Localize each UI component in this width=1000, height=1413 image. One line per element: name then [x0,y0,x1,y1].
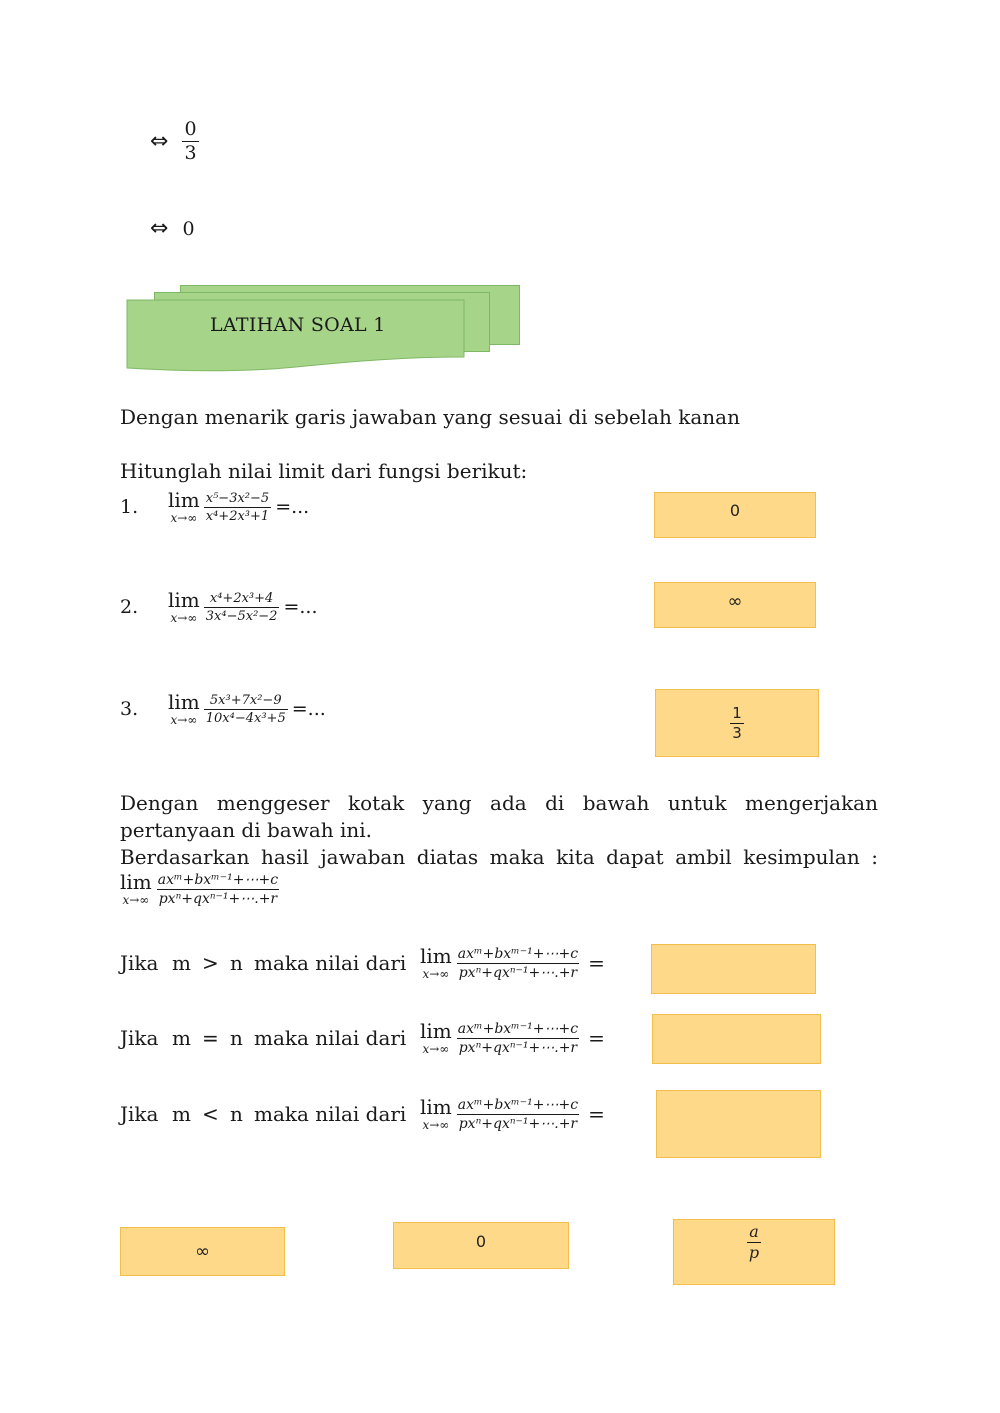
drop-target-m-equal-n[interactable] [652,1014,821,1064]
banner-title: LATIHAN SOAL 1 [210,314,386,336]
lim-word: lim [420,1095,452,1119]
equivalence-symbol: ⇔ [150,129,169,154]
equivalence-symbol: ⇔ [150,216,169,241]
fraction-numerator: 5x³+7x²−9 [209,692,282,708]
case-operator: < [202,1102,219,1126]
fraction-numerator: axᵐ+bxᵐ⁻¹+⋯+c [457,1020,579,1037]
fraction-numerator: 1 [732,703,742,722]
fraction-denominator: pxⁿ+qxⁿ⁻¹+⋯.+r [458,1039,578,1056]
drag-tile-label: ∞ [195,1241,210,1262]
case-m: m [172,1102,191,1126]
drag-tile-a-over-p[interactable] [673,1219,835,1285]
fraction-denominator: 3 [184,142,197,164]
case-n: n [230,951,243,975]
drag-tile-infinity[interactable] [120,1227,285,1276]
lim-subscript: x→∞ [122,893,150,907]
instruction-line-2: Hitunglah nilai limit dari fungsi berikut: [120,459,528,483]
drop-target-m-greater-n[interactable] [651,944,816,994]
lim-word: lim [120,870,152,894]
question-fraction [204,492,271,523]
fraction-denominator: pxⁿ+qxⁿ⁻¹+⋯.+r [458,1115,578,1132]
case-equals: = [588,951,605,975]
lim-word: lim [420,944,452,968]
limit-operator [168,490,200,524]
lim-subscript: x→∞ [422,967,450,981]
case-m-equal-n [120,1021,605,1055]
drag-tile-zero[interactable] [393,1222,569,1269]
lim-word: lim [168,488,200,512]
drop-target-m-less-n[interactable] [656,1090,821,1158]
fraction-zero-over-three [182,120,198,163]
answer-box-one-third[interactable] [655,689,819,757]
general-fraction [156,873,280,906]
case-jika: Jika [120,1026,159,1050]
general-fraction [456,1022,580,1055]
question-fraction [204,694,288,725]
case-text: maka nilai dari [254,951,407,975]
lim-subscript: x→∞ [422,1118,450,1132]
fraction-numerator: axᵐ+bxᵐ⁻¹+⋯+c [457,945,579,962]
drag-tile-fraction [747,1224,761,1261]
case-text: maka nilai dari [254,1026,407,1050]
fraction-denominator: p [748,1243,760,1262]
fraction-denominator: x⁴+2x³+1 [205,508,270,524]
case-equals: = [588,1026,605,1050]
fraction-numerator: axᵐ+bxᵐ⁻¹+⋯+c [457,1096,579,1113]
case-jika: Jika [120,951,159,975]
case-m-greater-n [120,946,605,980]
lim-subscript: x→∞ [422,1042,450,1056]
case-m: m [172,951,191,975]
conclusion-paragraph [120,790,878,871]
question-2 [120,590,318,624]
question-tail: =... [283,596,318,618]
question-number: 2. [120,596,139,618]
fraction-denominator: 10x⁴−4x³+5 [205,710,286,726]
general-fraction [456,947,580,980]
drag-tile-label: 0 [475,1232,487,1251]
intro-step-2 [150,216,195,241]
fraction-numerator: axᵐ+bxᵐ⁻¹+⋯+c [157,871,279,888]
limit-operator [420,1021,452,1055]
general-fraction [456,1098,580,1131]
case-text: maka nilai dari [254,1102,407,1126]
instruction-line-1: Dengan menarik garis jawaban yang sesuai di sebelah kanan [120,405,740,429]
lim-word: lim [168,588,200,612]
case-m: m [172,1026,191,1050]
limit-operator [420,946,452,980]
question-tail: =... [291,698,326,720]
limit-operator [168,590,200,624]
intro-result: 0 [182,217,195,240]
lim-subscript: x→∞ [170,713,198,727]
fraction-numerator: a [749,1222,759,1241]
fraction-numerator: x⁴+2x³+4 [209,590,274,606]
lim-subscript: x→∞ [170,511,198,525]
question-tail: =... [275,496,310,518]
fraction-numerator: x⁵−3x²−5 [205,490,270,506]
answer-box-zero[interactable] [654,492,816,538]
lim-word: lim [420,1019,452,1043]
case-jika: Jika [120,1102,159,1126]
fraction-denominator: pxⁿ+qxⁿ⁻¹+⋯.+r [158,890,278,907]
conclusion-line-1: Dengan menggeser kotak yang ada di bawah untuk mengerjakan pertanyaan di bawah ini. [120,791,878,842]
answer-box-label: 0 [729,501,741,520]
fraction-numerator: 0 [184,118,197,140]
fraction-denominator: pxⁿ+qxⁿ⁻¹+⋯.+r [458,964,578,981]
lim-subscript: x→∞ [170,611,198,625]
answer-box-infinity[interactable] [654,582,816,628]
case-n: n [230,1102,243,1126]
limit-operator [420,1097,452,1131]
intro-step-1 [150,120,199,163]
fraction-denominator: 3x⁴−5x²−2 [205,608,278,624]
fraction-denominator: 3 [732,723,742,742]
answer-box-label: ∞ [727,591,743,612]
question-number: 1. [120,496,139,518]
question-3 [120,692,326,726]
general-limit-expression [120,872,280,906]
case-operator: = [202,1026,219,1050]
case-equals: = [588,1102,605,1126]
case-n: n [230,1026,243,1050]
answer-fraction [730,703,744,742]
limit-operator [168,692,200,726]
question-number: 3. [120,698,139,720]
case-operator: > [202,951,219,975]
banner-sheet-front [126,299,466,373]
lim-word: lim [168,690,200,714]
limit-operator [120,872,152,906]
question-fraction [204,592,280,623]
question-1 [120,490,309,524]
conclusion-line-2: Berdasarkan hasil jawaban diatas maka kita dapat ambil kesimpulan : [120,845,878,869]
case-m-less-n [120,1097,605,1131]
